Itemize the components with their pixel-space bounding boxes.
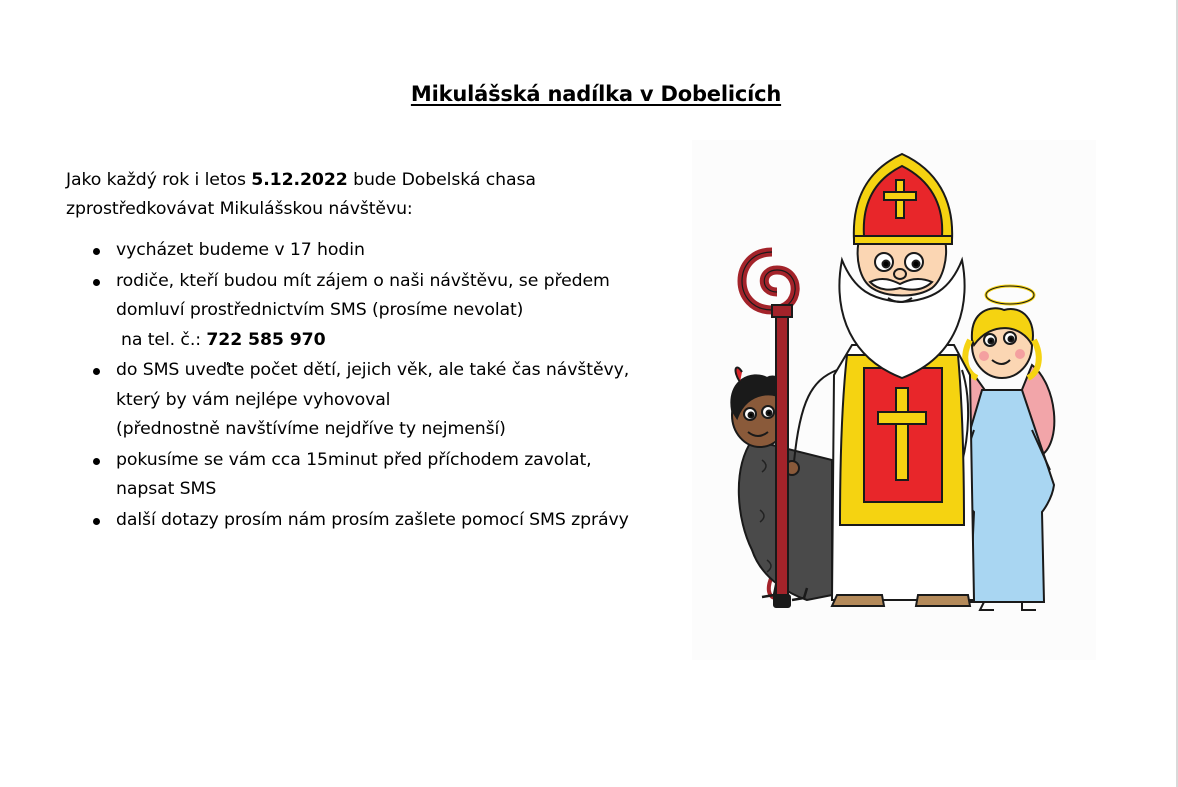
phone-prefix: na tel. č.:	[121, 329, 207, 350]
list-item: pokusíme se vám cca 15minut před příchodem zavolat, napsat SMS	[88, 446, 688, 505]
list-item: vycházet budeme v 17 hodin	[88, 236, 688, 266]
intro-text-start: Jako každý rok i letos	[66, 170, 252, 190]
bullet-icon	[93, 458, 100, 465]
info-list	[88, 236, 688, 536]
saint-nicholas-devil-angel-illustration-icon	[692, 140, 1096, 660]
intro-paragraph	[66, 166, 666, 224]
page-title: Mikulášská nadílka v Dobelicích	[410, 82, 782, 106]
intro-text-end: bude Dobelská chasa	[347, 170, 536, 190]
event-date: 5.12.2022	[251, 170, 348, 190]
intro-line-2: zprostředkovávat Mikulášskou návštěvu:	[66, 199, 413, 219]
phone-line	[116, 326, 688, 356]
bullet-icon	[93, 518, 100, 525]
list-item: do SMS uveďte počet dětí, jejich věk, ale také čas návštěvy, který by vám nejlépe vyhovoval (přednostně navštívíme nejdříve ty nejmenší)	[88, 356, 688, 445]
phone-number: 722 585 970	[206, 329, 326, 350]
bullet-icon	[93, 248, 100, 255]
list-item: rodiče, kteří budou mít zájem o naši návštěvu, se předem domluví prostřednictvím SMS (prosíme nevolat) na tel. č.: 722 585 970	[88, 267, 688, 356]
bullet-icon	[93, 279, 100, 286]
list-item: další dotazy prosím nám prosím zašlete pomocí SMS zprávy	[88, 506, 688, 536]
bullet-icon	[93, 368, 100, 375]
